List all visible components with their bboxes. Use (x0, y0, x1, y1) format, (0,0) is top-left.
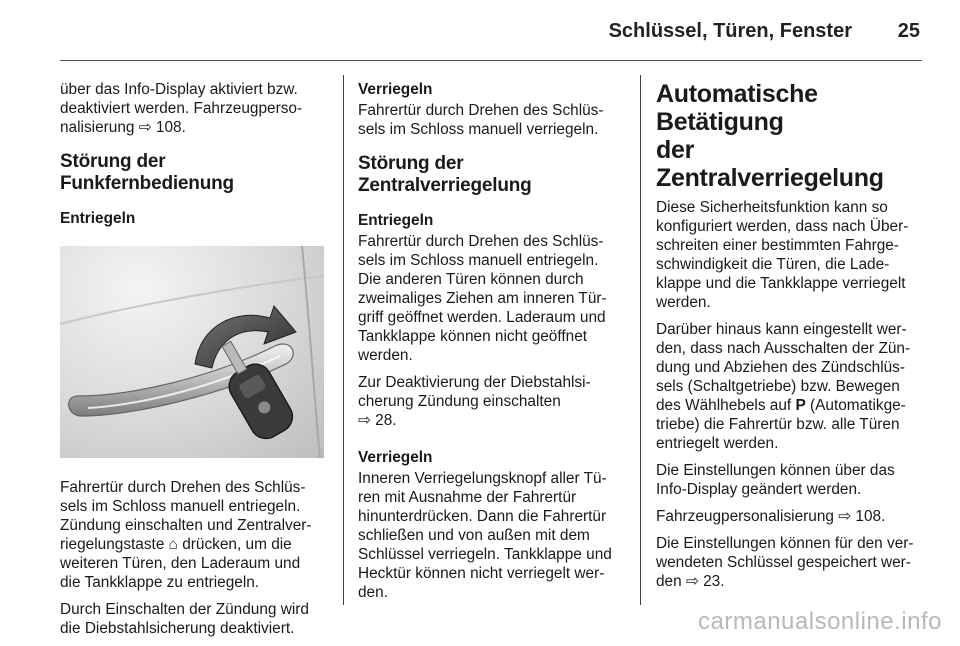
paragraph-einstellung-entriegeln (656, 320, 922, 453)
column-2 (358, 80, 624, 610)
paragraph-part-a: Darüber hinaus kann eingestellt wer- den, dass nach Ausschalten der Zün- dung und Abziehen des Zündschlüs- sels (Schaltgetriebe) bzw. Bewegen des Wählhebels auf (656, 321, 911, 414)
door-handle-key-photo (60, 246, 324, 458)
header-title: Schlüssel, Türen, Fenster (608, 20, 852, 42)
column-3 (656, 80, 922, 599)
heading-zentralverriegelung: Störung der Zentralverriegelung (358, 153, 532, 196)
column-divider-2 (640, 75, 641, 605)
paragraph-fahrertuer: Fahrertür durch Drehen des Schlüs- sels im Schloss manuell entriegeln. Zündung einschalten und Zentralver- riegelungstaste ⌂ drücken, um die weiteren Türen, den Laderaum und die Tankklappe zu entriegeln. (60, 479, 312, 591)
door-handle-illustration (60, 246, 324, 458)
paragraph-intro: über das Info-Display aktiviert bzw. deaktiviert werden. Fahrzeugperso- nalisierung ⇨ 108. (60, 81, 303, 136)
header-rule (60, 60, 922, 61)
paragraph-personalisierung: Fahrzeugpersonalisierung ⇨ 108. (656, 508, 886, 525)
column-1 (60, 80, 328, 646)
paragraph-info-display: Die Einstellungen können über das Info-Display geändert werden. (656, 462, 895, 498)
paragraph-zuendung: Durch Einschalten der Zündung wird die Diebstahlsicherung deaktiviert. (60, 601, 309, 637)
column-divider-1 (343, 75, 344, 605)
paragraph-sicherheitsfunktion: Diese Sicherheitsfunktion kann so konfiguriert werden, dass nach Über- schreiten einer bestimmten Fahrge- schwindigkeit die Türen, die Lade- klappe und die Tankklappe verriegelt werden. (656, 199, 909, 311)
gear-position-p: P (795, 397, 806, 414)
paragraph-verriegeln: Fahrertür durch Drehen des Schlüs- sels im Schloss manuell verriegeln. (358, 102, 604, 138)
paragraph-part-b: (Automatikge- triebe) die Fahrertür bzw. alle Türen entriegelt werden. (656, 397, 906, 452)
heading-funkfernbedienung: Störung der Funkfernbedienung (60, 151, 234, 194)
paragraph-deaktivierung: Zur Deaktivierung der Diebstahlsi- cherung Zündung einschalten ⇨ 28. (358, 374, 591, 429)
subheading-verriegeln: Verriegeln (358, 81, 433, 98)
watermark-footer: carmanualsonline.info (698, 608, 942, 635)
subheading-entriegeln: Entriegeln (60, 210, 136, 227)
page-number: 25 (897, 20, 920, 42)
subheading-verriegeln-2: Verriegeln (358, 449, 433, 466)
heading-automatische-betaetigung: Automatische Betätigung der Zentralverriegelung (656, 80, 884, 192)
subheading-entriegeln-2: Entriegeln (358, 212, 434, 229)
paragraph-schluessel-gespeichert: Die Einstellungen können für den ver- wendeten Schlüssel gespeichert wer- den ⇨ 23. (656, 535, 914, 590)
paragraph-entriegeln: Fahrertür durch Drehen des Schlüs- sels im Schloss manuell entriegeln. Die anderen Türen können durch zweimaliges Ziehen am inneren Tür- griff geöffnet werden. Laderaum und Tankklappe können nicht geöffnet werden. (358, 233, 607, 364)
paragraph-verriegeln-2: Inneren Verriegelungsknopf aller Tü- ren mit Ausnahme der Fahrertür hinunterdrücken. Dann die Fahrertür schließen und von außen mit dem Schlüssel verriegeln. Tankklappe und Hecktür können nicht verriegelt wer- den. (358, 470, 612, 601)
